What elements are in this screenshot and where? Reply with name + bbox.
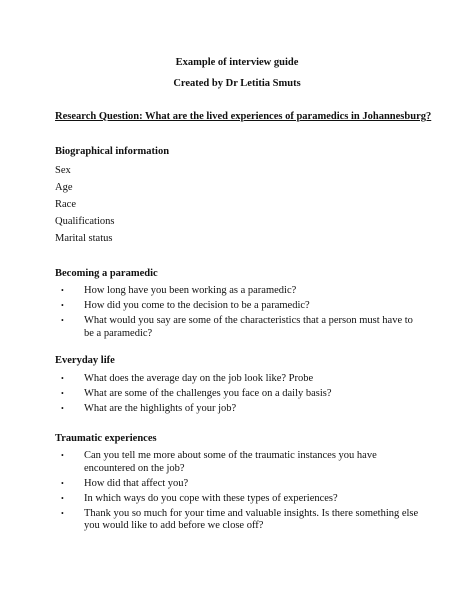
bullet-icon: • <box>61 315 64 325</box>
bullet-icon: • <box>61 508 64 518</box>
question-text: How did you come to the decision to be a paramedic? <box>84 299 310 311</box>
bullet-icon: • <box>61 286 64 295</box>
bullet-icon: • <box>61 300 64 310</box>
field-sex: Sex <box>55 165 71 176</box>
question-text: Can you tell me more about some of the traumatic instances you have encountered on the job? <box>84 450 377 474</box>
question-list-becoming-paramedic <box>55 285 425 343</box>
author-line: Created by Dr Letitia Smuts <box>173 78 301 89</box>
question-text: What does the average day on the job look like? Probe <box>84 373 314 384</box>
question-text: What would you say are some of the characteristics that a person must have to be a paramedic? <box>84 314 413 339</box>
list-item <box>55 450 425 475</box>
section-heading-traumatic-experiences: Traumatic experiences <box>55 433 157 444</box>
bullet-icon: • <box>61 403 64 413</box>
question-text: In which ways do you cope with these types of experiences? <box>84 492 338 504</box>
research-question: Research Question: What are the lived experiences of paramedics in Johannesburg? <box>55 111 432 122</box>
document-title: Example of interview guide <box>175 57 299 68</box>
question-text: How did that affect you? <box>84 477 189 489</box>
list-item <box>55 508 425 533</box>
question-text: What are some of the challenges you face on a daily basis? <box>84 387 332 399</box>
list-item <box>55 478 425 491</box>
field-race: Race <box>55 199 76 210</box>
list-item <box>55 315 425 340</box>
list-item <box>55 285 425 298</box>
field-marital-status: Marital status <box>55 233 113 244</box>
question-text: Thank you so much for your time and valuable insights. Is there something else you would like to add before we close off? <box>84 507 419 532</box>
list-item <box>55 373 425 386</box>
field-qualifications: Qualifications <box>55 216 115 227</box>
list-item <box>55 403 425 416</box>
question-text: How long have you been working as a paramedic? <box>84 285 297 296</box>
list-item <box>55 493 425 506</box>
question-text: What are the highlights of your job? <box>84 402 237 414</box>
field-age: Age <box>55 182 73 193</box>
list-item <box>55 300 425 313</box>
question-list-traumatic-experiences <box>55 450 425 535</box>
section-heading-everyday-life: Everyday life <box>55 355 115 366</box>
bullet-icon: • <box>61 493 64 503</box>
list-item <box>55 388 425 401</box>
biographical-heading: Biographical information <box>55 146 170 157</box>
bullet-icon: • <box>61 388 64 398</box>
section-heading-becoming-paramedic: Becoming a paramedic <box>55 268 158 279</box>
question-list-everyday-life <box>55 373 425 418</box>
bullet-icon: • <box>61 478 64 488</box>
bullet-icon: • <box>61 451 64 460</box>
bullet-icon: • <box>61 374 64 383</box>
